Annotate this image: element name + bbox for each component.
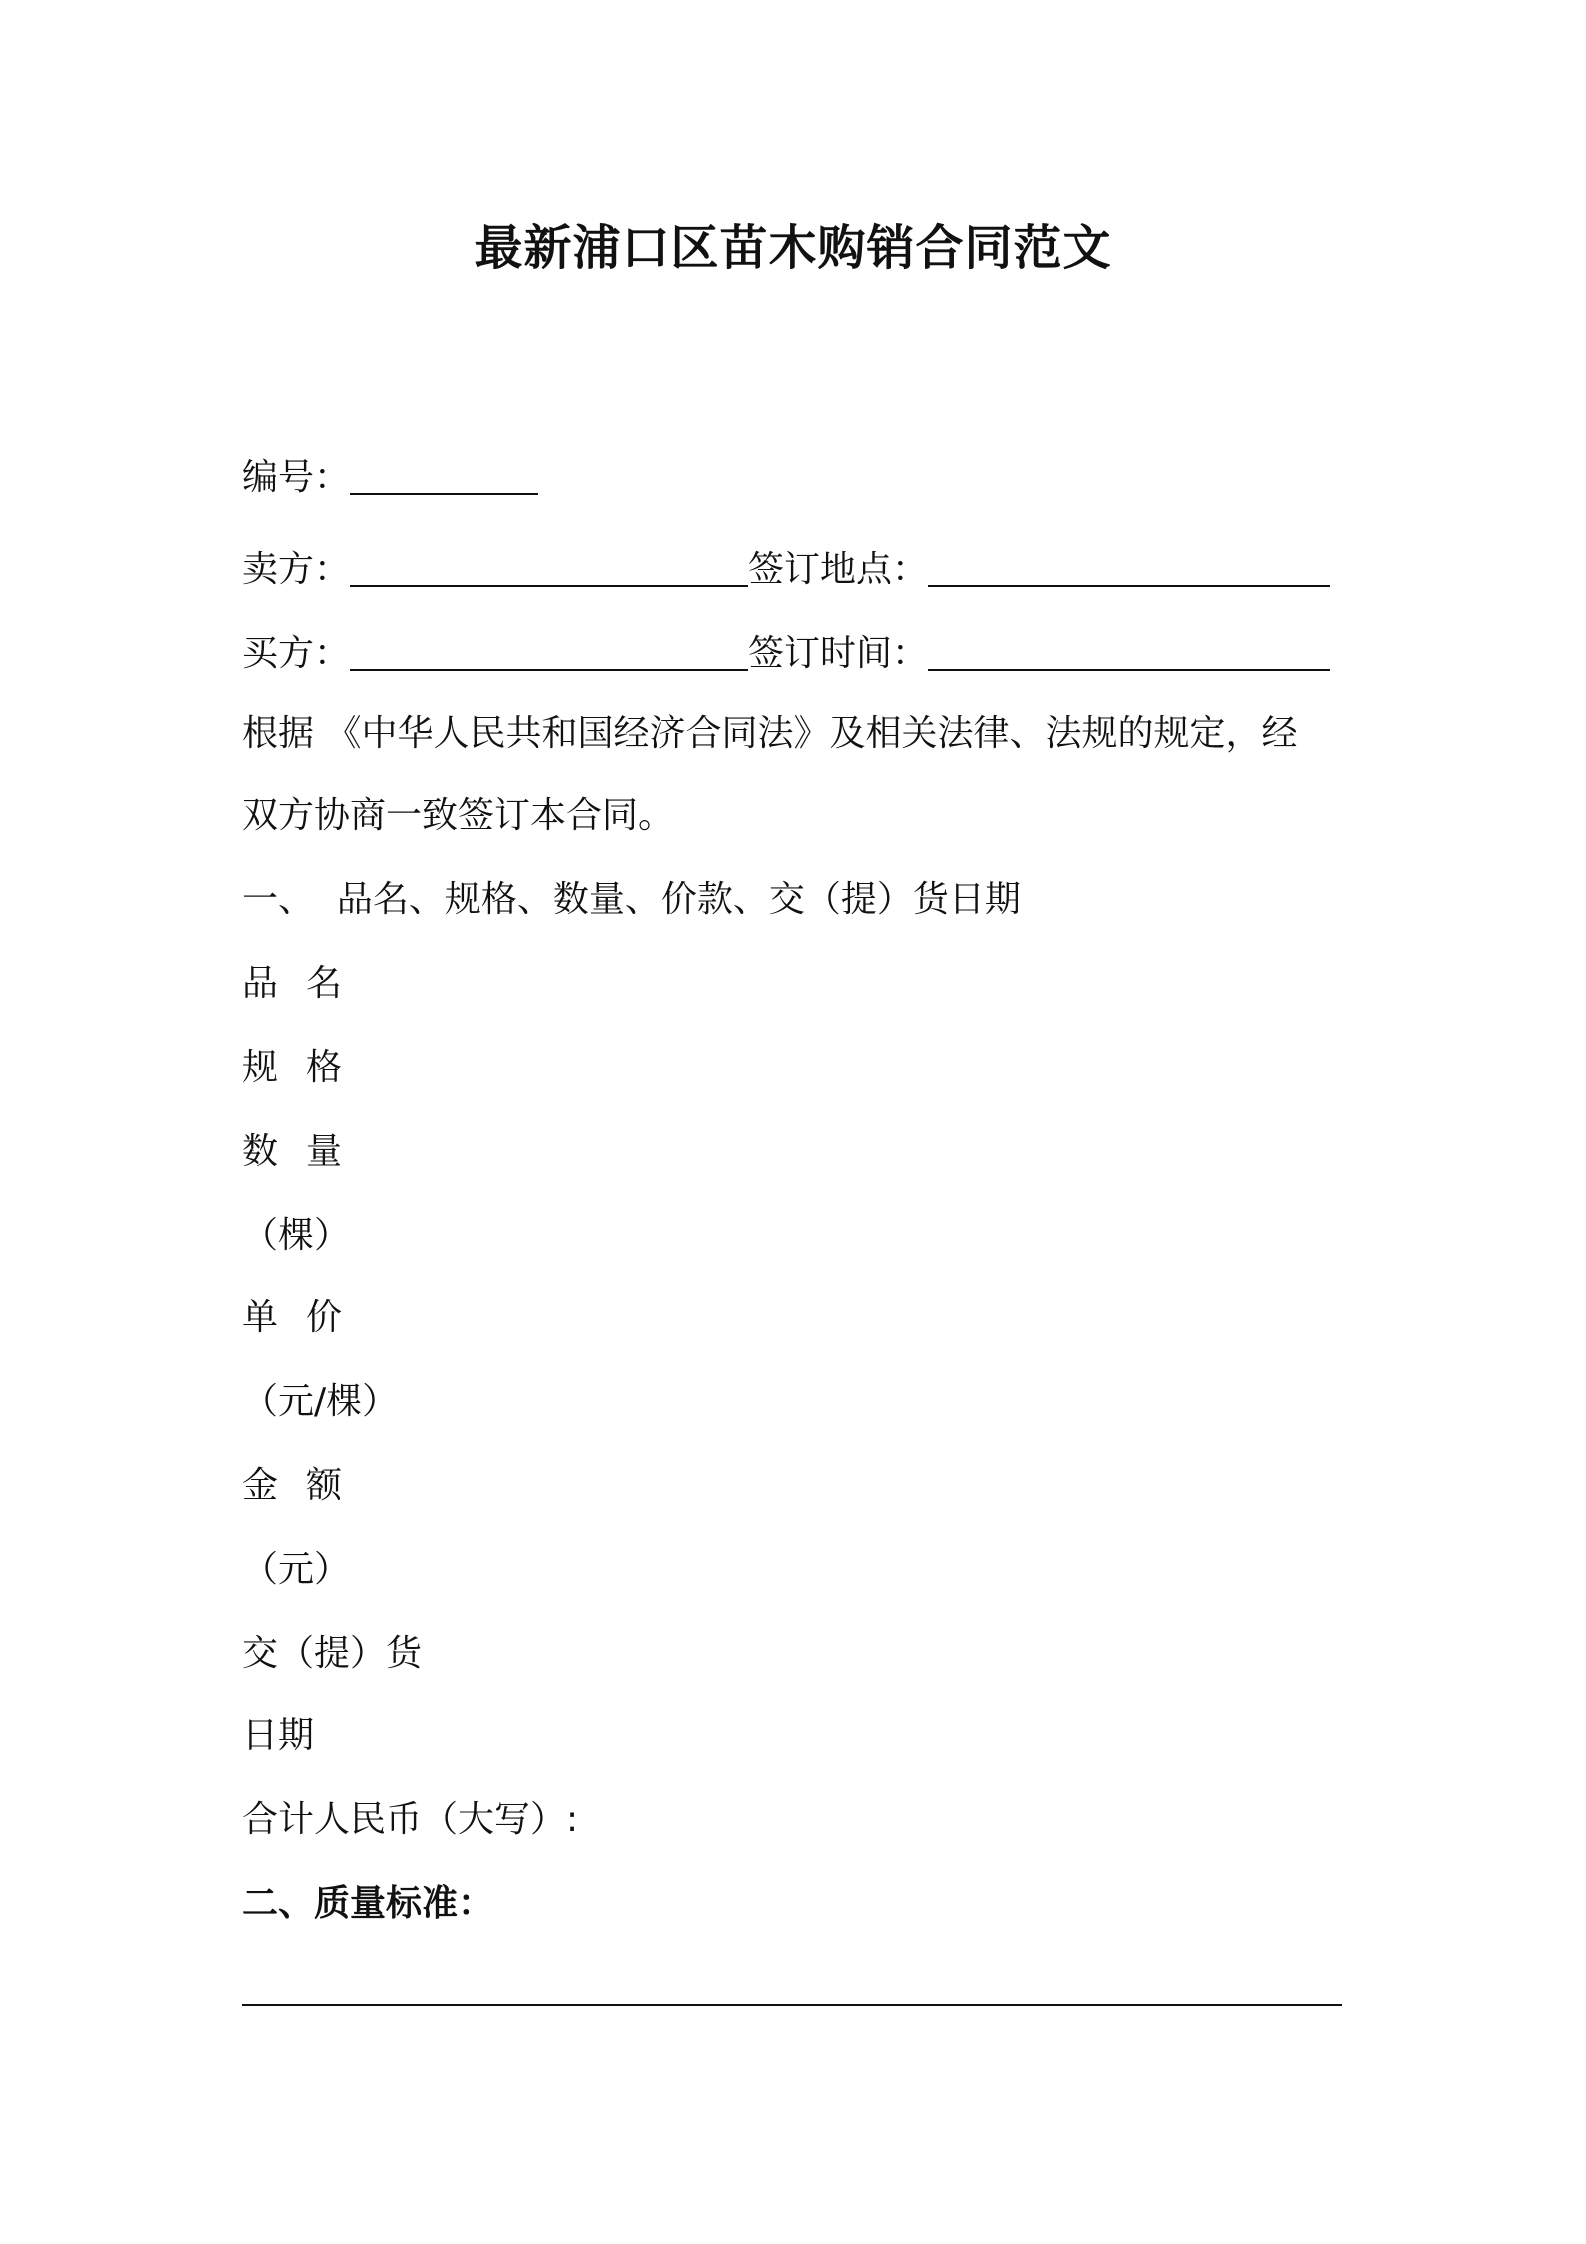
buyer-blank[interactable] bbox=[350, 629, 748, 671]
item-spec-char-1: 规 bbox=[242, 1047, 279, 1088]
item-delivery: 交（提）货 bbox=[242, 1633, 423, 1674]
item-date: 日期 bbox=[242, 1715, 315, 1756]
item-amount-unit: （元） bbox=[242, 1549, 351, 1590]
number-line bbox=[242, 450, 538, 506]
item-spec bbox=[242, 1040, 342, 1096]
item-price-char-1: 单 bbox=[242, 1297, 279, 1338]
section-2-title: 二、质量标准： bbox=[242, 1883, 495, 1924]
item-price-char-2: 价 bbox=[306, 1297, 343, 1338]
seller-line bbox=[242, 542, 1330, 598]
time-label: 签订时间： bbox=[748, 633, 929, 674]
intro-line-2: 双方协商一致签订本合同。 bbox=[242, 795, 675, 836]
document-title: 最新浦口区苗木购销合同范文 bbox=[474, 220, 1112, 276]
buyer-line bbox=[242, 626, 1330, 682]
number-blank[interactable] bbox=[350, 453, 538, 495]
time-blank[interactable] bbox=[928, 629, 1330, 671]
item-spec-char-2: 格 bbox=[306, 1047, 343, 1088]
number-label: 编号： bbox=[242, 457, 351, 498]
item-qty-unit: （棵） bbox=[242, 1215, 351, 1256]
item-price bbox=[242, 1290, 342, 1346]
item-price-unit: （元/棵） bbox=[242, 1381, 399, 1422]
item-name-char-2: 名 bbox=[306, 963, 343, 1004]
item-amount bbox=[242, 1458, 342, 1514]
buyer-label: 买方： bbox=[242, 633, 351, 674]
seller-label: 卖方： bbox=[242, 549, 351, 590]
item-amount-char-1: 金 bbox=[242, 1465, 279, 1506]
item-name bbox=[242, 956, 342, 1012]
item-name-char-1: 品 bbox=[242, 963, 279, 1004]
total-label: 合计人民币（大写）: bbox=[242, 1799, 579, 1840]
place-label: 签订地点： bbox=[748, 549, 929, 590]
intro-line-1: 根据 《中华人民共和国经济合同法》及相关法律、法规的规定，经 bbox=[242, 713, 1298, 754]
item-qty-char-2: 量 bbox=[306, 1131, 343, 1172]
quality-blank[interactable] bbox=[242, 2004, 1342, 2006]
item-qty-char-1: 数 bbox=[242, 1131, 279, 1172]
seller-blank[interactable] bbox=[350, 545, 748, 587]
section-1-title: 一、 品名、规格、数量、价款、交（提）货日期 bbox=[242, 879, 1021, 920]
item-qty bbox=[242, 1124, 342, 1180]
item-amount-char-2: 额 bbox=[306, 1465, 343, 1506]
place-blank[interactable] bbox=[928, 545, 1330, 587]
